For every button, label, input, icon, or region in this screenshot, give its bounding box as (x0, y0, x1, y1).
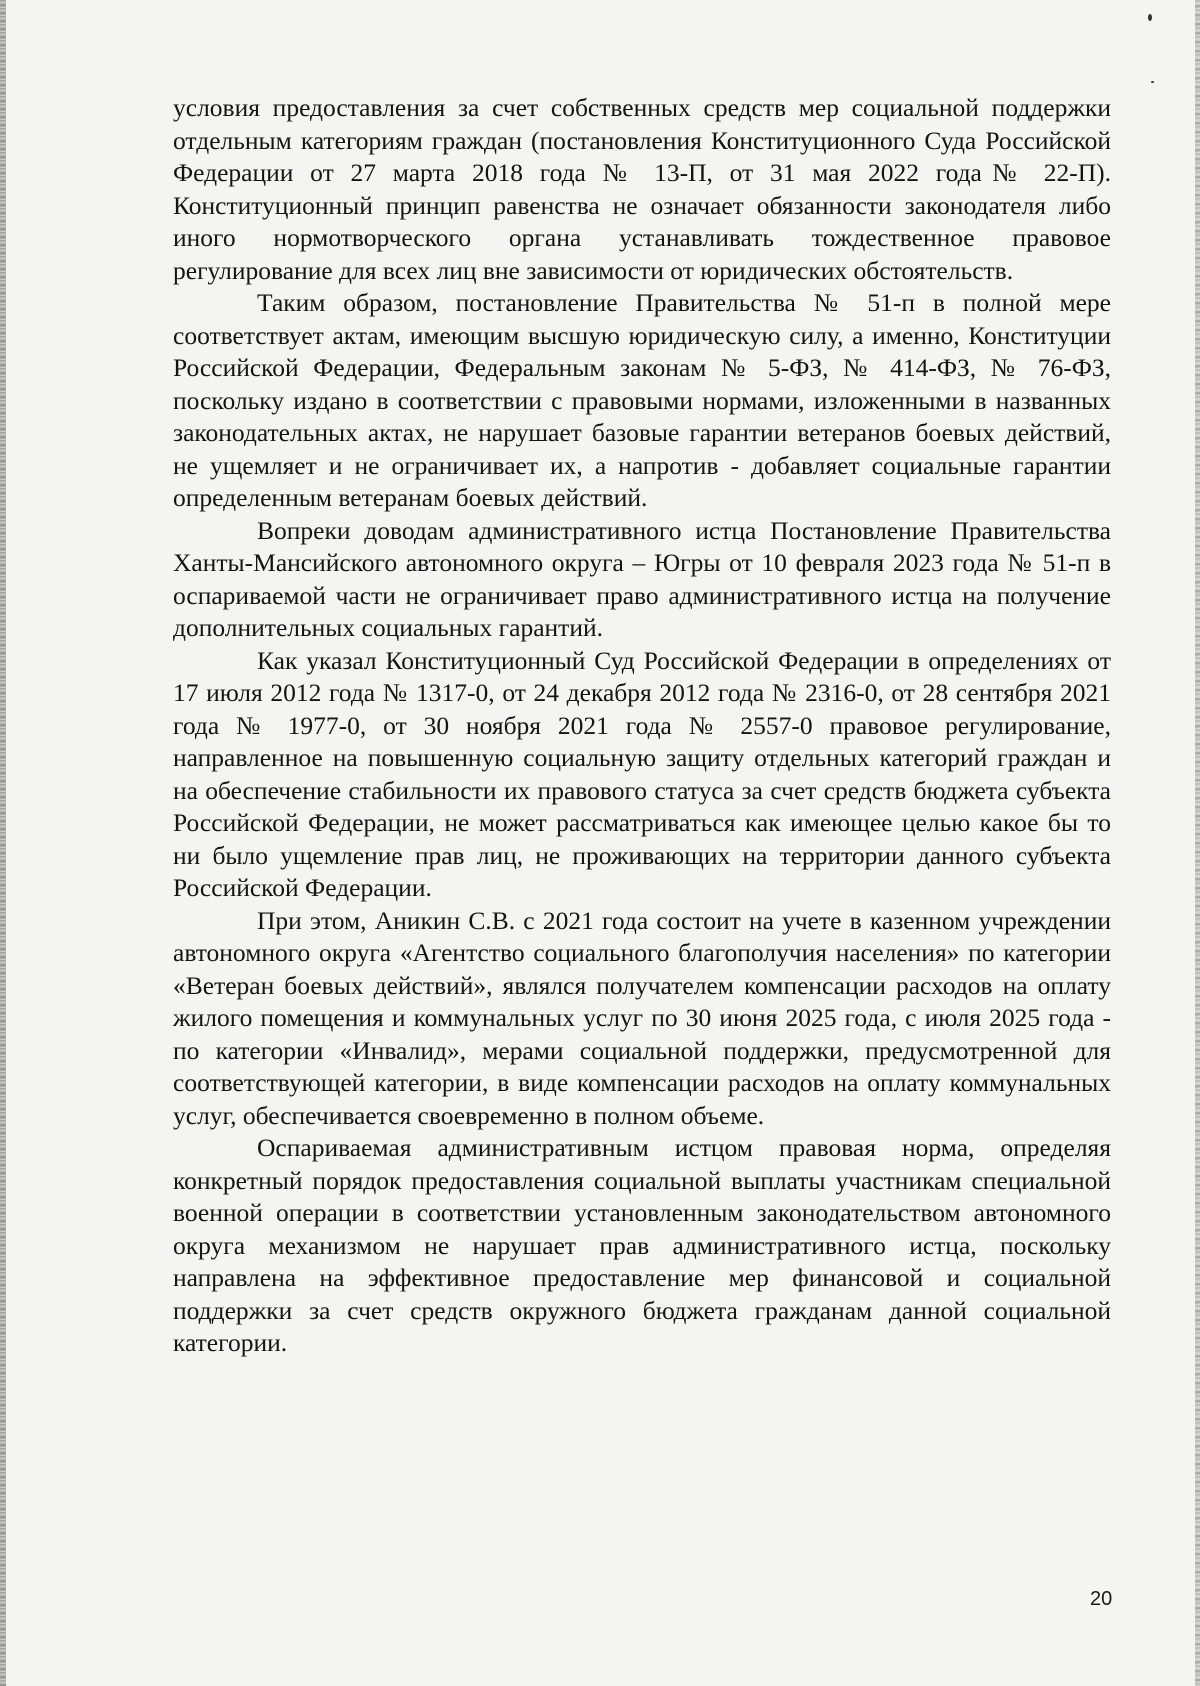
paragraph: Таким образом, постановление Правительства № 51-п в полной мере соответствует актам, имеющим высшую юридическую силу, а именно, Конституции Российской Федерации, Федеральным законам № 5-ФЗ, № 414-ФЗ, № 76-ФЗ, поскольку издано в соответствии с правовыми нормами, изложенными в названных законодательных актах, не нарушает базовые гарантии ветеранов боевых действий, не ущемляет и не ограничивает их, а напротив - добавляет социальные гарантии определенным ветеранам боевых действий. (173, 288, 1111, 512)
scan-right-edge (1195, 0, 1200, 1686)
scan-speck (1148, 14, 1152, 21)
page-number: 20 (1090, 1588, 1113, 1610)
paragraph: Оспариваемая административным истцом правовая норма, определяя конкретный порядок предоставления социальной выплаты участникам специальной военной операции в соответствии установленным законодательством автономного округа механизмом не нарушает прав административного истца, поскольку направлена на эффективное предоставление мер финансовой и социальной поддержки за счет средств окружного бюджета гражданам данной социальной категории. (173, 1133, 1111, 1357)
paragraph: При этом, Аникин С.В. с 2021 года состоит на учете в казенном учреждении автономного округа «Агентство социального благополучия населения» по категории «Ветеран боевых действий», являлся получателем компенсации расходов на оплату жилого помещения и коммунальных услуг по 30 июня 2025 года, с июля 2025 года - по категории «Инвалид», мерами социальной поддержки, предусмотренной для соответствующей категории, в виде компенсации расходов на оплату коммунальных услуг, обеспечивается своевременно в полном объеме. (173, 905, 1111, 1130)
scan-speck (1151, 81, 1154, 83)
paragraph: условия предоставления за счет собственных средств мер социальной поддержки отдельным категориям граждан (постановления Конституционного Суда Российской Федерации от 27 марта 2018 года № 13-П, от 31 мая 2022 года№ 22-П). Конституционный принцип равенства не означает обязанности законодателя либо иного нормотворческого органа устанавливать тождественное правовое регулирование для всех лиц вне зависимости от юридических обстоятельств. (173, 93, 1111, 285)
document-body (173, 92, 1111, 1360)
scan-left-edge (0, 0, 6, 1686)
paragraph: Вопреки доводам административного истца Постановление Правительства Ханты-Мансийского автономного округа – Югры от 10 февраля 2023 года № 51-п в оспариваемой части не ограничивает право административного истца на получение дополнительных социальных гарантий. (173, 515, 1111, 642)
paragraph: Как указал Конституционный Суд Российской Федерации в определениях от 17 июля 2012 года № 1317-0, от 24 декабря 2012 года № 2316-0, от 28 сентября 2021 года № 1977-0, от 30 ноября 2021 года № 2557-0 правовое регулирование, направленное на повышенную социальную защиту отдельных категорий граждан и на обеспечение стабильности их правового статуса за счет средств бюджета субъекта Российской Федерации, не может рассматриваться как имеющее целью какое бы то ни было ущемление прав лиц, не проживающих на территории данного субъекта Российской Федерации. (173, 645, 1111, 902)
